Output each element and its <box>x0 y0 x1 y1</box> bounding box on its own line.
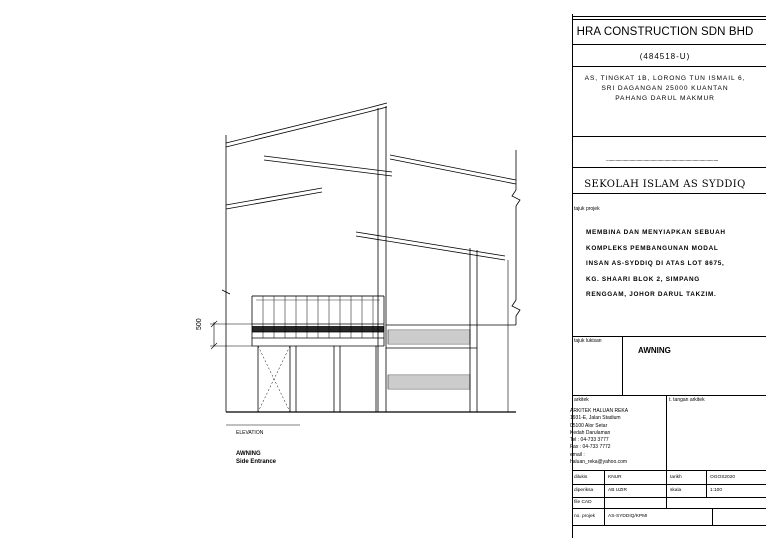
architect-line: haluan_reka@yahoo.com <box>570 459 628 466</box>
project-name: SEKOLAH ISLAM AS SYDDIQ <box>584 179 746 190</box>
title-block <box>562 0 768 543</box>
roof-middle-left <box>264 156 392 176</box>
architect-line: Fax : 04-733 7772 <box>570 444 611 451</box>
project-no-label: no. projek <box>574 514 596 519</box>
description-line: MEMBINA DAN MENYIAPKAN SEBUAH <box>586 229 726 236</box>
cad-file-label: file CAD <box>574 500 592 505</box>
project-no-value: AS-SYDDIQ/KPMI <box>608 514 648 519</box>
sheet-title-label: tajuk lukisan <box>574 338 602 344</box>
architect-details <box>570 408 660 466</box>
date-label: tarikh <box>670 475 682 480</box>
sheet-title: AWNING <box>638 346 671 355</box>
drawing-caption <box>236 450 276 466</box>
drawing-title: AWNING <box>236 451 261 457</box>
description-line: RENGGAM, JOHOR DARUL TAKZIM. <box>586 291 717 298</box>
architect-line: Kedah Darulaman <box>570 429 611 436</box>
roof-lower-left <box>226 188 322 209</box>
columns <box>378 106 477 412</box>
dimension-500 <box>210 321 252 349</box>
address-line: AS, TINGKAT 1B, LORONG TUN ISMAIL 6, <box>584 75 746 82</box>
checked-label: diperiksa <box>574 488 594 493</box>
architect-line: Tel : 04-733 3777 <box>570 437 609 444</box>
company-address <box>568 74 762 104</box>
awning-hatch <box>252 326 384 332</box>
right-break-line <box>512 150 520 325</box>
description-line: KG. SHAARI BLOK 2, SIMPANG <box>586 275 700 283</box>
scale-label: skala <box>670 488 682 493</box>
checked-value: AB UZIR <box>608 488 627 493</box>
dotted-line: ................................................................................................ <box>605 157 719 163</box>
drawing-subtitle: Side Entrance <box>236 459 277 465</box>
project-title-label: tajuk projek <box>574 206 600 212</box>
project-description <box>586 225 766 303</box>
company-name: HRA CONSTRUCTION SDN BHD <box>576 26 754 38</box>
architect-label: arkitek <box>574 397 589 403</box>
architect-line: 05100 Alor Setar <box>570 422 608 429</box>
dimension-label: 500 <box>196 318 203 330</box>
door-frame <box>258 346 376 412</box>
signature-label: t. tangan arkitek <box>669 397 705 403</box>
left-building-edge <box>222 135 230 412</box>
description-line: INSAN AS-SYDDIQ DI ATAS LOT 8675, <box>586 260 725 267</box>
address-line: PAHANG DARUL MAKMUR <box>615 95 715 102</box>
louvres <box>388 332 470 387</box>
drawn-value: KNUR <box>608 475 622 480</box>
view-label: ELEVATION <box>236 430 264 436</box>
drawn-label: dilukis <box>574 475 588 480</box>
architect-line: email : <box>570 451 585 458</box>
right-wall <box>386 325 516 389</box>
architect-line: ARKITEK HALUAN REKA <box>570 408 629 414</box>
roof-upper-left <box>226 103 387 147</box>
company-registration: (484518-U) <box>639 52 691 61</box>
architect-line: 1931-E, Jalan Stadium <box>570 415 621 422</box>
date-value: OGOS2020 <box>710 475 736 480</box>
address-line: SRI DAGANGAN 25000 KUANTAN <box>601 85 729 92</box>
scale-value: 1:100 <box>710 488 723 493</box>
door-cross <box>258 346 290 412</box>
description-line: KOMPLEKS PEMBANGUNAN MODAL <box>586 244 719 252</box>
